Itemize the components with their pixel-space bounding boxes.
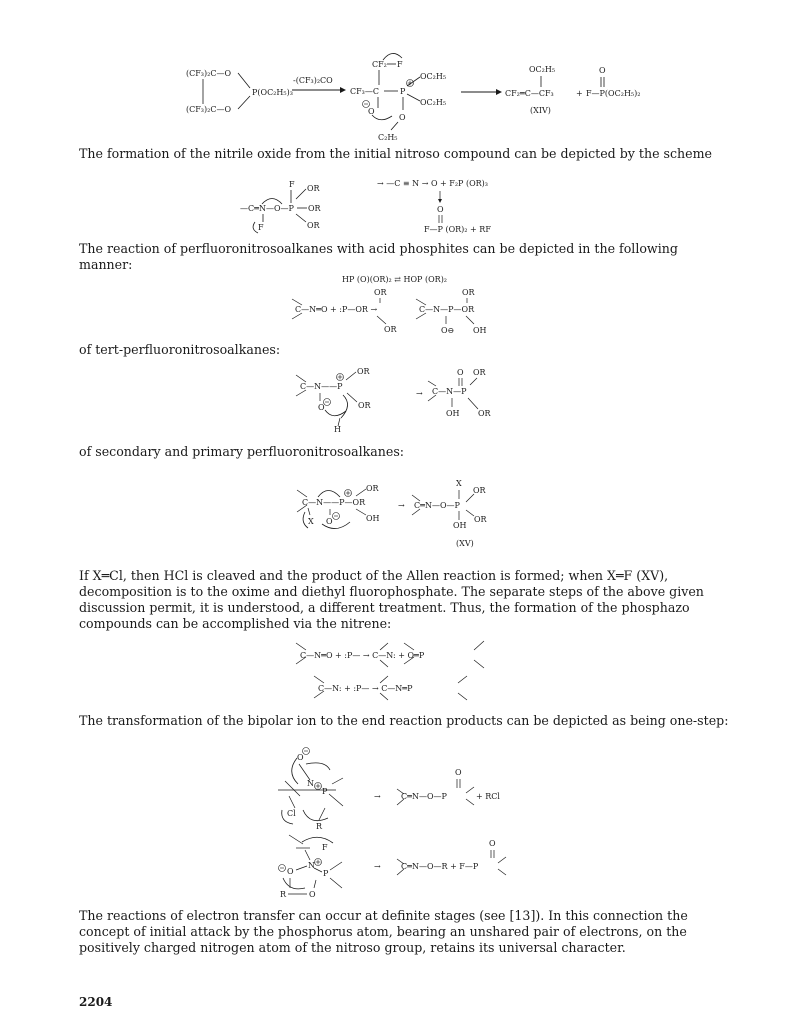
s7-arrow: → (374, 792, 381, 801)
s3-right: C—N—P—OR (419, 305, 475, 314)
s1-product2: F—P(OC₂H₅)₂ (586, 89, 641, 98)
scheme-8 (279, 835, 507, 899)
scheme-1 (186, 53, 640, 142)
s1-product-label: (XIV) (530, 106, 551, 115)
s4-r-oh: OH (446, 409, 460, 418)
s2-prod-o: O (437, 205, 444, 214)
s1-inter-bottom: C₂H₅ (378, 133, 398, 142)
paragraph-tert: of tert-perfluoronitrosoalkanes: (79, 342, 281, 357)
s7-byproduct: + RCl (476, 792, 500, 801)
s3-o-minus: O⊖ (441, 326, 455, 335)
s1-reactant-top: (CF₃)₂C—O (186, 69, 232, 78)
s1-inter-left: CF₃—C (350, 87, 379, 96)
s4-o: O (318, 403, 325, 412)
s5-arrow: → (398, 501, 405, 510)
s4-or2: OR (358, 401, 371, 410)
s1-inter-p: P (400, 87, 406, 96)
s5-label: (XV) (456, 539, 474, 548)
s3-left: C—N═O + :P—OR → (295, 305, 378, 314)
s1-inter-o-right: O (399, 113, 406, 122)
s7-product-o: O (455, 768, 462, 777)
s2-prod1: → —C ≡ N → O + F₂P (OR)₃ (377, 179, 489, 188)
s2-or2: OR (308, 204, 321, 213)
s5-r-x: X (456, 479, 462, 488)
s1-product-top: OC₂H₅ (529, 65, 556, 74)
s1-inter-f: F (397, 60, 403, 69)
s2-or3: OR (307, 221, 320, 230)
s5-r-oh: OH (453, 521, 467, 530)
s7-p: P (322, 787, 328, 796)
scheme-7 (278, 748, 500, 832)
s4-left: C—N——P (300, 382, 343, 391)
s4-arrow: → (416, 389, 423, 398)
s2-or1: OR (307, 184, 320, 193)
scheme-6 (296, 641, 484, 700)
s7-n: N (307, 779, 314, 788)
s8-o-left: O (287, 867, 294, 876)
paragraph-acid-phosphites: The reaction of perfluoronitrosoalkanes with acid phosphites can be depicted in the following manner: (79, 241, 678, 272)
s7-product: C═N—O—P (401, 792, 447, 801)
s3-or-bottom1: OR (384, 325, 397, 334)
s5-x: X (308, 517, 314, 526)
s1-product-main: CF₂═C—CF₃ (505, 89, 554, 98)
s3-or-top2: OR (462, 288, 475, 297)
scheme-4 (296, 367, 492, 434)
s8-product-o: O (489, 839, 496, 848)
s5-oh: OH (366, 514, 380, 523)
s1-reactant-p: P(OC₂H₅)₃ (252, 88, 293, 97)
s4-h: H (334, 425, 341, 434)
s1-inter-oet-top: OC₂H₅ (420, 72, 447, 81)
s7-r: R (316, 822, 323, 831)
s1-inter-oet-bottom: OC₂H₅ (420, 98, 447, 107)
paragraph-electron-transfer: The reactions of electron transfer can occur at definite stages (see [13]). In this connection the concept of initial attack by the phosphorus atom, bearing an unshared pair of electrons, on the positively charged nitrogen atom of the nitroso group, retains its universal character. (79, 908, 688, 955)
scheme-2 (240, 179, 491, 234)
s5-o: O (326, 517, 333, 526)
s8-r: R (280, 890, 287, 899)
paragraph-bipolar-ion: The transformation of the bipolar ion to the end reaction products can be depicted as being one-step: (79, 713, 729, 728)
s7-o-top: O (297, 753, 304, 762)
paragraph-nitrile-oxide: The formation of the nitrile oxide from the initial nitroso compound can be depicted by the scheme (79, 146, 713, 161)
s2-prod2: F—P (OR)₂ + RF (424, 225, 491, 234)
s4-r-or1: OR (473, 368, 486, 377)
s1-inter-o-left: O (368, 107, 375, 116)
s5-r-or2: OR (474, 515, 487, 524)
s5-or1: OR (366, 484, 379, 493)
scheme-5 (297, 479, 488, 548)
s2-f: F (289, 180, 295, 189)
s8-product: C═N—O—R + F—P (401, 862, 479, 871)
s8-arrow: → (374, 862, 381, 871)
s4-right: C—N—P (432, 387, 467, 396)
s5-left: C—N——P—OR (302, 498, 366, 507)
s6-line2: C—N: + :P— → C—N═P (318, 684, 413, 693)
s5-right: C═N—O—P (414, 501, 460, 510)
s1-product2-o: O (599, 66, 606, 75)
s8-f: F (322, 843, 328, 852)
s4-r-o: O (457, 368, 464, 377)
paragraph-secondary-primary: of secondary and primary perfluoronitrosoalkanes: (79, 444, 405, 459)
s7-cl: Cl (287, 809, 296, 818)
s4-or1: OR (357, 367, 370, 376)
s2-main: —C═N—O—P (240, 204, 294, 213)
s1-arrow-label: -(CF₃)₂CO (293, 76, 333, 85)
paragraph-allen-reaction: If X═Cl, then HCl is cleaved and the product of the Allen reaction is formed; when X═F (XV), decomposition is to the oxime and diethyl fluorophosphate. The separate steps of the above given discussion permit, it is understood, a different treatment. Thus, the formation of the phosphazo compounds can be accomplished via the nitrene: (79, 568, 704, 631)
s8-o-bottom: O (309, 890, 316, 899)
scheme-3 (292, 275, 487, 335)
s1-reactant-bottom: (CF₃)₂C—O (186, 105, 232, 114)
page-number: 2204 (79, 995, 113, 1009)
s3-or-top1: OR (374, 288, 387, 297)
s8-n: N (308, 861, 315, 870)
s5-r-or1: OR (473, 486, 486, 495)
s2-f-bottom: F (258, 223, 264, 232)
s8-p: P (323, 869, 329, 878)
s4-r-or2: OR (478, 409, 491, 418)
s6-line1: C—N═O + :P— → C—N: + O═P (300, 651, 425, 660)
s3-equilibrium: HP (O)(OR)₂ ⇄ HOP (OR)₂ (342, 275, 448, 284)
s1-plus: + (576, 89, 583, 98)
s1-inter-top: CF₂ (372, 60, 387, 69)
s3-oh: OH (473, 326, 487, 335)
